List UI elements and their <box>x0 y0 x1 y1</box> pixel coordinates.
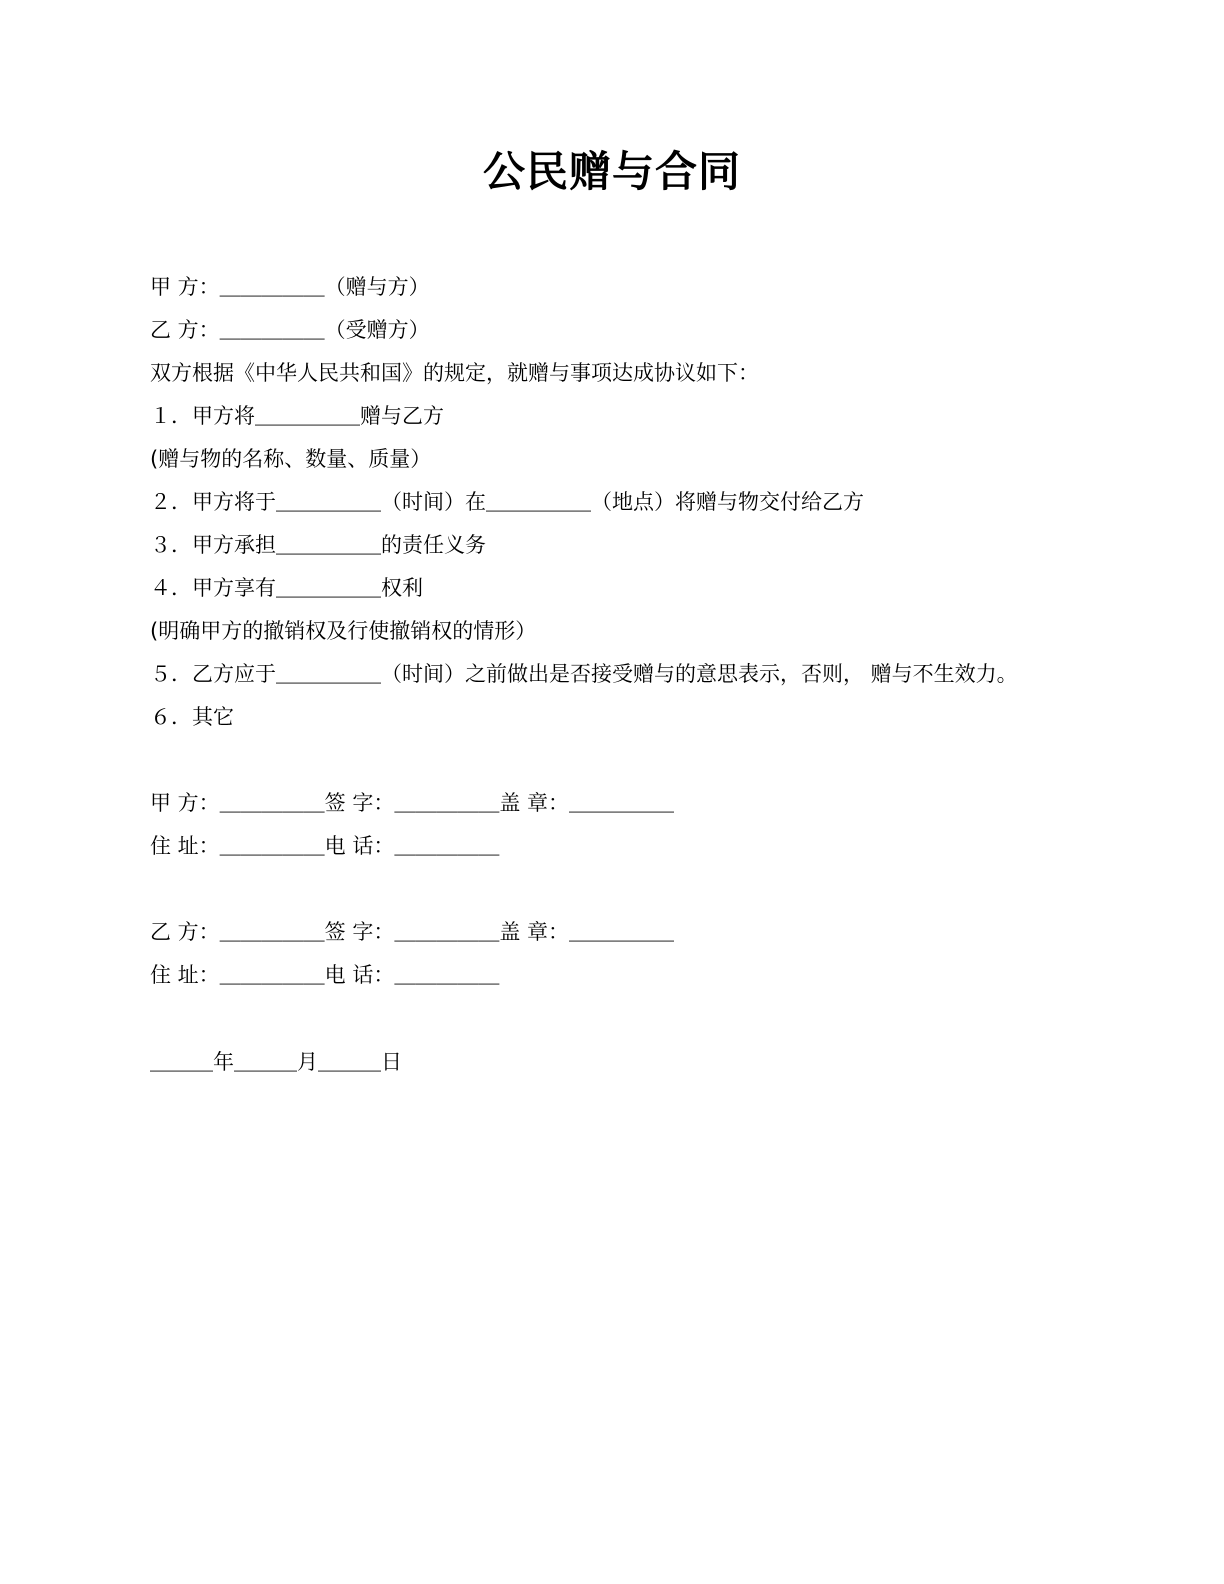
preamble: 双方根据《中华人民共和国》的规定，就赠与事项达成协议如下： <box>150 361 759 385</box>
clause-4: ４．甲方享有＿＿＿＿＿权利 <box>150 576 423 600</box>
clause-6: ６．其它 <box>150 705 234 729</box>
clause-5: ５．乙方应于＿＿＿＿＿（时间）之前做出是否接受赠与的意思表示，否则， 赠与不生效力。 <box>150 662 1018 686</box>
signature-b-line-1: 乙 方：＿＿＿＿＿签 字：＿＿＿＿＿盖 章：＿＿＿＿＿ <box>150 920 675 944</box>
date-line: ＿＿＿年＿＿＿月＿＿＿日 <box>150 1050 402 1074</box>
party-b-line: 乙 方：＿＿＿＿＿（受赠方） <box>150 318 430 342</box>
clause-1: １．甲方将＿＿＿＿＿赠与乙方 <box>150 404 444 428</box>
signature-a-line-2: 住 址：＿＿＿＿＿电 话：＿＿＿＿＿ <box>150 834 500 858</box>
document-title: 公民赠与合同 <box>482 147 741 196</box>
clause-4-note: (明确甲方的撤销权及行使撤销权的情形） <box>150 619 537 643</box>
party-a-line: 甲 方：＿＿＿＿＿（赠与方） <box>150 275 430 299</box>
signature-b-line-2: 住 址：＿＿＿＿＿电 话：＿＿＿＿＿ <box>150 963 500 987</box>
clause-3: ３．甲方承担＿＿＿＿＿的责任义务 <box>150 533 486 557</box>
signature-a-line-1: 甲 方：＿＿＿＿＿签 字：＿＿＿＿＿盖 章：＿＿＿＿＿ <box>150 791 675 815</box>
clause-1-note: (赠与物的名称、数量、质量） <box>150 447 432 471</box>
clause-2: ２．甲方将于＿＿＿＿＿（时间）在＿＿＿＿＿（地点）将赠与物交付给乙方 <box>150 490 864 514</box>
